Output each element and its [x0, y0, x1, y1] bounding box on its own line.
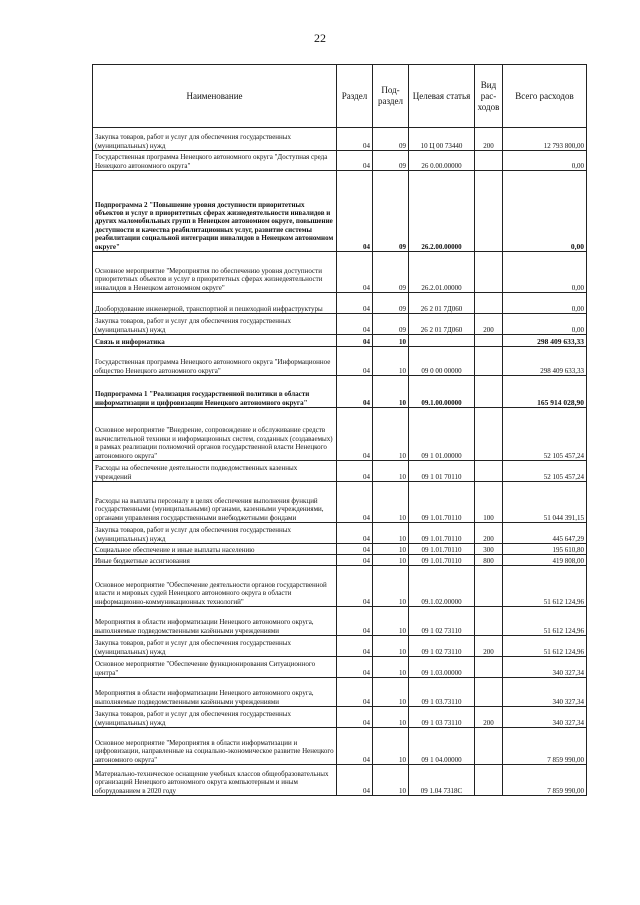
- cell-section: 04: [337, 461, 373, 482]
- cell-total: 445 647,29: [503, 523, 587, 544]
- table-row: [93, 293, 587, 314]
- cell-name: Основное мероприятие "Внедрение, сопровождение и обслуживание средств вычислительной техники и информационных систем, созданных (создаваемых) в рамках реализации полномочий органов государственной власти Ненецкого автономного округа": [93, 408, 337, 461]
- cell-total: 0,00: [503, 293, 587, 314]
- cell-section: 04: [337, 314, 373, 335]
- cell-subsection: 10: [373, 408, 409, 461]
- cell-type: 200: [475, 314, 503, 335]
- cell-section: 04: [337, 171, 373, 252]
- cell-target: 26 2 01 7Д060: [409, 314, 475, 335]
- cell-subsection: 09: [373, 171, 409, 252]
- cell-subsection: 10: [373, 523, 409, 544]
- cell-type: [475, 376, 503, 408]
- column-header-name: Наименование: [93, 65, 337, 128]
- cell-subsection: 10: [373, 707, 409, 728]
- cell-total: 0,00: [503, 252, 587, 293]
- cell-type: 800: [475, 555, 503, 566]
- cell-total: 51 612 124,96: [503, 607, 587, 636]
- cell-total: 340 327,34: [503, 657, 587, 678]
- cell-type: [475, 765, 503, 796]
- cell-target: 09 1 01 70110: [409, 461, 475, 482]
- table-row: [93, 376, 587, 408]
- cell-subsection: 10: [373, 678, 409, 707]
- cell-name: Закупка товаров, работ и услуг для обеспечения государственных (муниципальных) нужд: [93, 128, 337, 151]
- table-row: [93, 707, 587, 728]
- cell-type: [475, 566, 503, 607]
- cell-total: 0,00: [503, 151, 587, 171]
- cell-total: 7 859 990,00: [503, 728, 587, 765]
- cell-type: [475, 252, 503, 293]
- cell-subsection: 10: [373, 335, 409, 347]
- cell-type: [475, 408, 503, 461]
- cell-target: 09 0 00 00000: [409, 347, 475, 376]
- cell-subsection: 10: [373, 607, 409, 636]
- cell-type: 300: [475, 544, 503, 555]
- cell-type: 200: [475, 636, 503, 657]
- cell-subsection: 10: [373, 544, 409, 555]
- cell-target: 09 1 01.00000: [409, 408, 475, 461]
- cell-type: [475, 607, 503, 636]
- table-row: [93, 678, 587, 707]
- cell-target: 09 1 03 73110: [409, 707, 475, 728]
- cell-type: [475, 171, 503, 252]
- cell-subsection: 09: [373, 293, 409, 314]
- cell-name: Закупка товаров, работ и услуг для обеспечения государственных (муниципальных) нужд: [93, 707, 337, 728]
- cell-target: 09 1.01.70110: [409, 555, 475, 566]
- cell-subsection: 09: [373, 151, 409, 171]
- cell-target: 09 1.01.70110: [409, 482, 475, 523]
- column-header-type: Вид рас-ходов: [475, 65, 503, 128]
- cell-total: 52 105 457,24: [503, 408, 587, 461]
- cell-type: 200: [475, 523, 503, 544]
- cell-section: 04: [337, 544, 373, 555]
- cell-subsection: 09: [373, 252, 409, 293]
- cell-total: 340 327,34: [503, 707, 587, 728]
- cell-total: 12 793 800,00: [503, 128, 587, 151]
- column-header-section: Раздел: [337, 65, 373, 128]
- cell-section: 04: [337, 765, 373, 796]
- cell-name: Мероприятия в области информатизации Ненецкого автономного округа, выполняемые подведомственными казёнными учреждениями: [93, 678, 337, 707]
- cell-subsection: 10: [373, 482, 409, 523]
- cell-total: 419 808,00: [503, 555, 587, 566]
- cell-total: 298 409 633,33: [503, 347, 587, 376]
- table-row: [93, 408, 587, 461]
- cell-section: 04: [337, 728, 373, 765]
- cell-total: 51 612 124,96: [503, 566, 587, 607]
- budget-table: [92, 64, 587, 796]
- cell-type: [475, 461, 503, 482]
- cell-section: 04: [337, 482, 373, 523]
- cell-total: 298 409 633,33: [503, 335, 587, 347]
- table-row: [93, 728, 587, 765]
- cell-target: 26 2 01 7Д060: [409, 293, 475, 314]
- table-row: [93, 171, 587, 252]
- table-row: [93, 555, 587, 566]
- cell-subsection: 10: [373, 728, 409, 765]
- table-row: [93, 335, 587, 347]
- cell-type: [475, 678, 503, 707]
- cell-name: Дооборудование инженерной, транспортной и пешеходной инфраструктуры: [93, 293, 337, 314]
- cell-section: 04: [337, 347, 373, 376]
- table-row: [93, 657, 587, 678]
- cell-target: 09 1 02 73110: [409, 636, 475, 657]
- table-row: [93, 347, 587, 376]
- cell-subsection: 09: [373, 314, 409, 335]
- cell-target: [409, 335, 475, 347]
- cell-subsection: 10: [373, 555, 409, 566]
- cell-section: 04: [337, 408, 373, 461]
- cell-name: Закупка товаров, работ и услуг для обеспечения государственных (муниципальных) нужд: [93, 523, 337, 544]
- cell-name: Материально-техническое оснащение учебных классов общеобразовательных организаций Ненецкого автономного округа компьютерным и иным оборудованием в 2020 году: [93, 765, 337, 796]
- cell-name: Закупка товаров, работ и услуг для обеспечения государственных (муниципальных) нужд: [93, 636, 337, 657]
- cell-total: 340 327,34: [503, 678, 587, 707]
- cell-section: 04: [337, 636, 373, 657]
- cell-type: [475, 657, 503, 678]
- table-row: [93, 482, 587, 523]
- cell-section: 04: [337, 376, 373, 408]
- cell-name: Социальное обеспечение и иные выплаты населению: [93, 544, 337, 555]
- cell-type: [475, 293, 503, 314]
- cell-type: [475, 151, 503, 171]
- cell-target: 26 0.00.00000: [409, 151, 475, 171]
- cell-section: 04: [337, 335, 373, 347]
- table-row: [93, 607, 587, 636]
- cell-name: Подпрограмма 2 "Повышение уровня доступности приоритетных объектов и услуг в приоритетных сферах жизнедеятельности инвалидов и других маломобильных групп в Ненецком автономном округе, повышение доступности и качества реабилитационных услуг, развитие системы реабилитации социальной интеграции инвалидов в Ненецком автономном округе": [93, 171, 337, 252]
- table-body: [93, 128, 587, 796]
- cell-section: 04: [337, 128, 373, 151]
- cell-name: Основное мероприятие "Обеспечение деятельности органов государственной власти и мировых судей Ненецкого автономного округа в области информационно-коммуникационных технологий": [93, 566, 337, 607]
- cell-section: 04: [337, 707, 373, 728]
- cell-target: 09 1 02 73110: [409, 607, 475, 636]
- cell-total: 7 859 990,00: [503, 765, 587, 796]
- cell-target: 26.2.00.00000: [409, 171, 475, 252]
- cell-name: Связь и информатика: [93, 335, 337, 347]
- table-row: [93, 566, 587, 607]
- cell-subsection: 10: [373, 376, 409, 408]
- cell-total: 51 612 124,96: [503, 636, 587, 657]
- column-header-subsection: Под-раздел: [373, 65, 409, 128]
- table-row: [93, 151, 587, 171]
- cell-target: 26.2.01.00000: [409, 252, 475, 293]
- cell-section: 04: [337, 523, 373, 544]
- cell-section: 04: [337, 566, 373, 607]
- cell-total: 52 105 457,24: [503, 461, 587, 482]
- cell-target: 09 1.03.00000: [409, 657, 475, 678]
- cell-section: 04: [337, 657, 373, 678]
- cell-subsection: 10: [373, 347, 409, 376]
- cell-section: 04: [337, 555, 373, 566]
- table-header-row: [93, 65, 587, 128]
- cell-name: Закупка товаров, работ и услуг для обеспечения государственных (муниципальных) нужд: [93, 314, 337, 335]
- table-row: [93, 636, 587, 657]
- cell-name: Государственная программа Ненецкого автономного округа "Доступная среда Ненецкого автономного округа": [93, 151, 337, 171]
- cell-total: 165 914 028,90: [503, 376, 587, 408]
- cell-type: 100: [475, 482, 503, 523]
- cell-target: 10 Ц 00 73440: [409, 128, 475, 151]
- cell-subsection: 09: [373, 128, 409, 151]
- cell-total: 195 610,80: [503, 544, 587, 555]
- column-header-total: Всего расходов: [503, 65, 587, 128]
- cell-type: 200: [475, 128, 503, 151]
- cell-total: 0,00: [503, 314, 587, 335]
- cell-subsection: 10: [373, 657, 409, 678]
- cell-section: 04: [337, 678, 373, 707]
- cell-target: 09 1.04 7318С: [409, 765, 475, 796]
- cell-name: Иные бюджетные ассигнования: [93, 555, 337, 566]
- table-row: [93, 461, 587, 482]
- cell-type: [475, 347, 503, 376]
- cell-section: 04: [337, 607, 373, 636]
- column-header-target: Целевая статья: [409, 65, 475, 128]
- page-number: 22: [314, 31, 326, 45]
- cell-name: Расходы на обеспечение деятельности подведомственных казенных учреждений: [93, 461, 337, 482]
- cell-subsection: 10: [373, 636, 409, 657]
- cell-name: Основное мероприятие "Мероприятия в области информатизации и цифровизации, направленные на социально-экономическое развитие Ненецкого автономного округа": [93, 728, 337, 765]
- cell-name: Подпрограмма 1 "Реализация государственной политики в области информатизации и цифровизации Ненецкого автономного округа": [93, 376, 337, 408]
- cell-subsection: 10: [373, 461, 409, 482]
- table-row: [93, 523, 587, 544]
- cell-type: [475, 335, 503, 347]
- cell-section: 04: [337, 293, 373, 314]
- cell-target: 09 1.01.70110: [409, 523, 475, 544]
- cell-name: Расходы на выплаты персоналу в целях обеспечения выполнения функций государственными (муниципальными) органами, казенными учреждениями, органами управления государственными внебюджетными фондами: [93, 482, 337, 523]
- table-row: [93, 544, 587, 555]
- cell-section: 04: [337, 151, 373, 171]
- table-row: [93, 765, 587, 796]
- cell-type: 200: [475, 707, 503, 728]
- table-row: [93, 314, 587, 335]
- cell-target: 09 1 03.73110: [409, 678, 475, 707]
- cell-total: 0,00: [503, 171, 587, 252]
- cell-subsection: 10: [373, 765, 409, 796]
- cell-subsection: 10: [373, 566, 409, 607]
- table-row: [93, 128, 587, 151]
- cell-section: 04: [337, 252, 373, 293]
- cell-name: Государственная программа Ненецкого автономного округа "Информационное общество Ненецкого автономного округа": [93, 347, 337, 376]
- table-row: [93, 252, 587, 293]
- cell-name: Основное мероприятие "Мероприятия по обеспечению уровня доступности приоритетных объектов и услуг в приоритетных сферах жизнедеятельности инвалидов в Ненецком автономном округе": [93, 252, 337, 293]
- cell-name: Основное мероприятие "Обеспечение функционирования Ситуационного центра": [93, 657, 337, 678]
- cell-target: 09 1 04.00000: [409, 728, 475, 765]
- cell-total: 51 044 391,15: [503, 482, 587, 523]
- cell-type: [475, 728, 503, 765]
- cell-target: 09 1.01.70110: [409, 544, 475, 555]
- cell-target: 09.1.02.00000: [409, 566, 475, 607]
- cell-name: Мероприятия в области информатизации Ненецкого автономного округа, выполняемые подведомственными казёнными учреждениями: [93, 607, 337, 636]
- cell-target: 09.1.00.00000: [409, 376, 475, 408]
